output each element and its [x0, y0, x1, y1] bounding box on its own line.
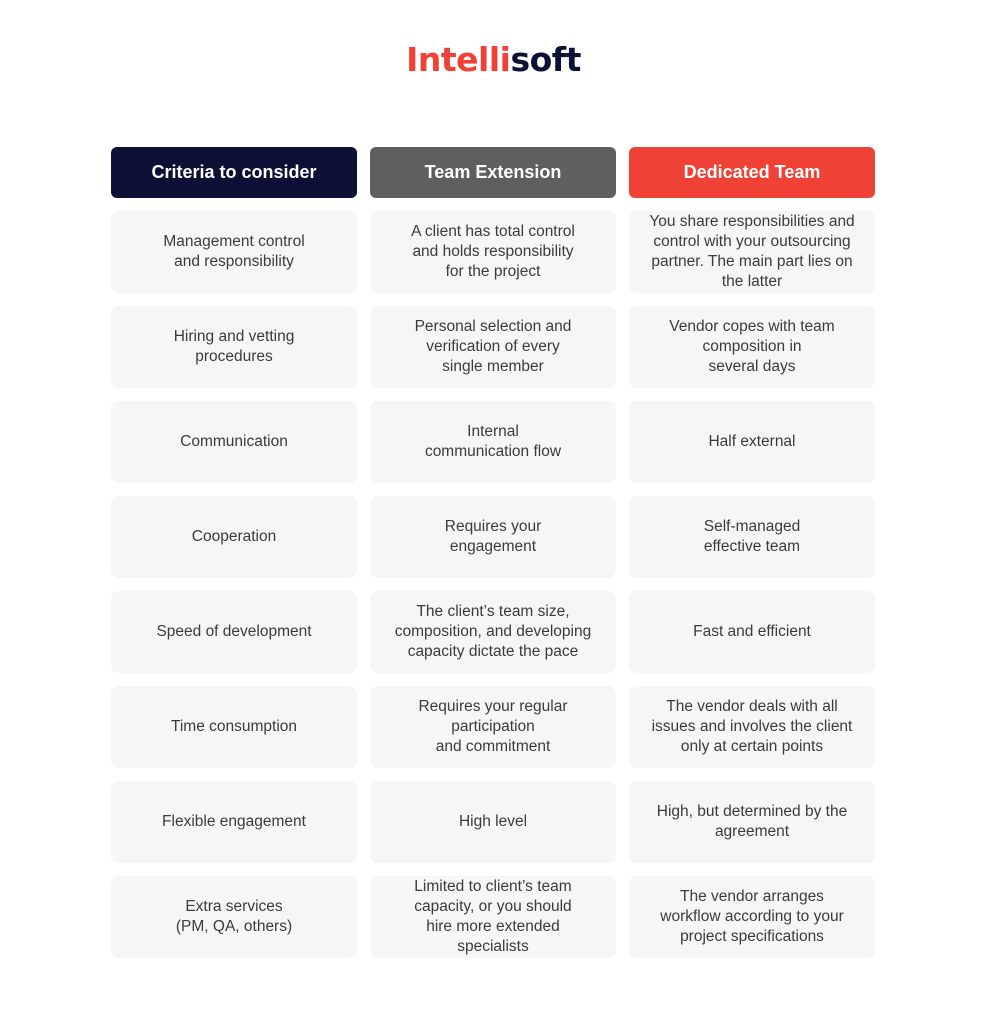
- dedicated-team-cell: Self-managed effective team: [629, 496, 875, 578]
- criteria-cell: Extra services (PM, QA, others): [111, 876, 357, 958]
- team-extension-cell: Limited to client’s team capacity, or you should hire more extended specialists: [370, 876, 616, 958]
- criteria-cell: Flexible engagement: [111, 781, 357, 863]
- header-dedicated-team: Dedicated Team: [629, 147, 875, 198]
- criteria-cell: Management control and responsibility: [111, 211, 357, 293]
- header-criteria: Criteria to consider: [111, 147, 357, 198]
- team-extension-cell: A client has total control and holds responsibility for the project: [370, 211, 616, 293]
- criteria-cell: Cooperation: [111, 496, 357, 578]
- logo-part-intelli: Intelli: [406, 40, 511, 79]
- dedicated-team-cell: Half external: [629, 401, 875, 483]
- team-extension-cell: Internal communication flow: [370, 401, 616, 483]
- team-extension-cell: Requires your engagement: [370, 496, 616, 578]
- header-team-extension: Team Extension: [370, 147, 616, 198]
- logo-part-soft: soft: [510, 40, 581, 79]
- team-extension-cell: High level: [370, 781, 616, 863]
- dedicated-team-cell: The vendor deals with all issues and involves the client only at certain points: [629, 686, 875, 768]
- criteria-cell: Time consumption: [111, 686, 357, 768]
- dedicated-team-cell: The vendor arranges workflow according to your project specifications: [629, 876, 875, 958]
- dedicated-team-cell: High, but determined by the agreement: [629, 781, 875, 863]
- intellisoft-logo: [0, 40, 987, 79]
- criteria-cell: Communication: [111, 401, 357, 483]
- team-extension-cell: The client’s team size, composition, and developing capacity dictate the pace: [370, 591, 616, 673]
- criteria-cell: Speed of development: [111, 591, 357, 673]
- dedicated-team-cell: Vendor copes with team composition in several days: [629, 306, 875, 388]
- team-extension-cell: Personal selection and verification of every single member: [370, 306, 616, 388]
- comparison-table: [111, 147, 875, 958]
- dedicated-team-cell: You share responsibilities and control with your outsourcing partner. The main part lies on the latter: [629, 211, 875, 293]
- criteria-cell: Hiring and vetting procedures: [111, 306, 357, 388]
- dedicated-team-cell: Fast and efficient: [629, 591, 875, 673]
- team-extension-cell: Requires your regular participation and commitment: [370, 686, 616, 768]
